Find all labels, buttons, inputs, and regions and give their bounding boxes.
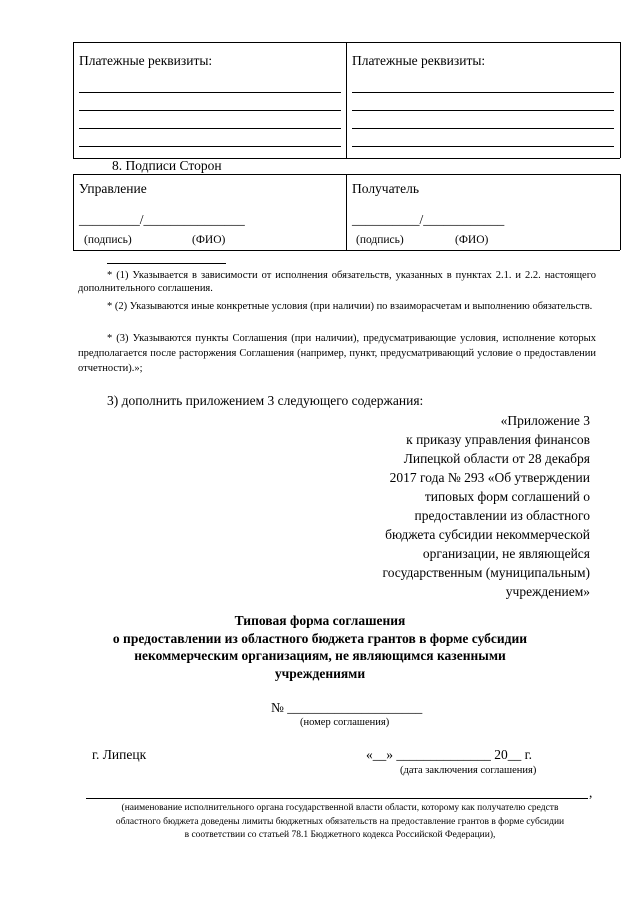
authority-trailing-comma: , bbox=[589, 785, 593, 800]
city-label: г. Липецк bbox=[92, 747, 147, 762]
blank-line[interactable] bbox=[79, 110, 341, 111]
signature-line-right[interactable]: __________/____________ bbox=[352, 212, 505, 227]
blank-line[interactable] bbox=[79, 92, 341, 93]
appendix-header-line: Липецкой области от 28 декабря bbox=[403, 451, 590, 466]
appendix-header-line: организации, не являющейся bbox=[422, 546, 590, 561]
caption-sign-left: (подпись) bbox=[84, 234, 132, 246]
amendment-line: 3) дополнить приложением 3 следующего содержания: bbox=[107, 393, 424, 408]
form-title bbox=[60, 612, 580, 682]
appendix-header bbox=[320, 411, 590, 601]
blank-line[interactable] bbox=[352, 92, 614, 93]
authority-caption bbox=[80, 802, 600, 843]
signature-line-left[interactable]: _________/_______________ bbox=[79, 212, 245, 227]
agreement-date-field[interactable]: «__» ______________ 20__ г. bbox=[366, 747, 533, 762]
authority-name-field[interactable] bbox=[86, 798, 588, 799]
form-title-line: о предоставлении из областного бюджета грантов в форме субсидии bbox=[112, 630, 528, 646]
footnote-1: * (1) Указывается в зависимости от исполнения обязательств, указанных в пунктах 2.1. и 2.2. настоящего дополнительного соглашения. bbox=[78, 270, 596, 294]
payment-details-label-left: Платежные реквизиты: bbox=[79, 53, 213, 68]
appendix-header-line: предоставлении из областного bbox=[414, 508, 590, 523]
authority-caption-line: в соответствии со статьей 78.1 Бюджетного кодекса Российской Федерации), bbox=[184, 830, 496, 840]
footnote-separator bbox=[107, 263, 226, 264]
blank-line[interactable] bbox=[79, 128, 341, 129]
authority-caption-line: областного бюджета доведены лимиты бюджетных обязательств на предоставление грантов в форме субсидии bbox=[115, 816, 565, 827]
blank-line[interactable] bbox=[352, 128, 614, 129]
appendix-header-line: 2017 года № 293 «Об утверждении bbox=[389, 470, 590, 485]
payment-details-label-right: Платежные реквизиты: bbox=[352, 53, 486, 68]
footnote-2: * (2) Указываются иные конкретные условия (при наличии) по взаиморасчетам и выполнению обязательств. bbox=[107, 301, 593, 312]
form-title-line: учреждениями bbox=[274, 665, 366, 681]
appendix-header-line: учреждением» bbox=[505, 584, 590, 599]
signatures-heading: 8. Подписи Сторон bbox=[112, 158, 222, 173]
appendix-header-line: «Приложение 3 bbox=[500, 413, 590, 428]
agreement-number-field[interactable]: № ____________________ bbox=[271, 700, 423, 715]
caption-sign-right: (подпись) bbox=[356, 234, 404, 246]
agreement-number-caption: (номер соглашения) bbox=[300, 717, 390, 728]
agreement-date-caption: (дата заключения соглашения) bbox=[400, 765, 537, 776]
footnote-3: * (3) Указываются пункты Соглашения (при наличии), предусматривающие условия, исполнение которых предполагается после расторжения Соглашения (например, пункт, предусматривающий условие о предоставлении отчетности).»; bbox=[78, 333, 596, 374]
appendix-header-line: типовых форм соглашений о bbox=[424, 489, 590, 504]
signature-party-left: Управление bbox=[79, 181, 147, 196]
appendix-header-line: государственным (муниципальным) bbox=[382, 565, 590, 580]
signature-party-right: Получатель bbox=[352, 181, 420, 196]
authority-caption-line: (наименование исполнительного органа государственной власти области, которому как получателю средств bbox=[121, 803, 559, 813]
blank-line[interactable] bbox=[79, 146, 341, 147]
caption-name-left: (ФИО) bbox=[192, 234, 226, 246]
blank-line[interactable] bbox=[352, 110, 614, 111]
blank-line[interactable] bbox=[352, 146, 614, 147]
appendix-header-line: бюджета субсидии некоммерческой bbox=[385, 527, 590, 542]
appendix-header-line: к приказу управления финансов bbox=[406, 432, 590, 447]
caption-name-right: (ФИО) bbox=[455, 234, 489, 246]
form-title-line: Типовая форма соглашения bbox=[234, 613, 406, 628]
form-title-line: некоммерческим организациям, не являющимся казенными bbox=[134, 648, 506, 663]
